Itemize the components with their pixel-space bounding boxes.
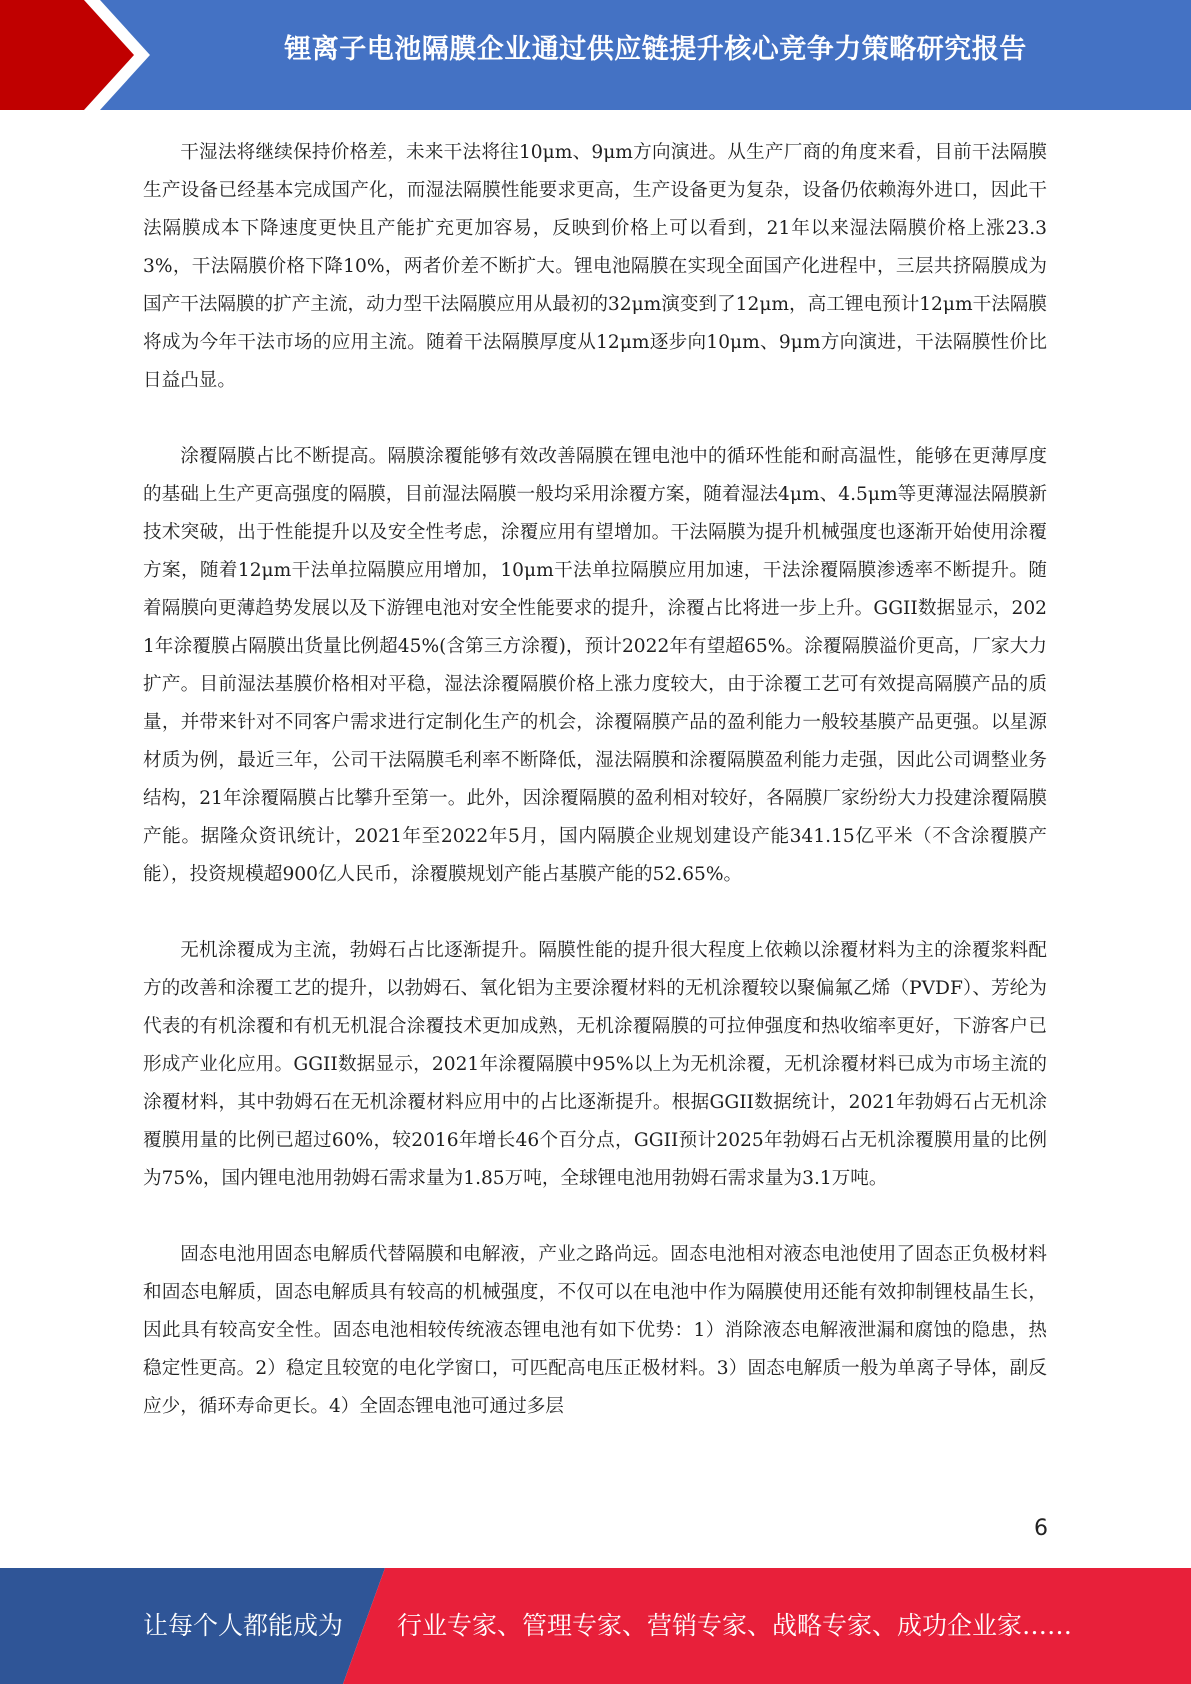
paragraph-dry-wet-price-gap: 干湿法将继续保持价格差，未来干法将往10μm、9μm方向演进。从生产厂商的角度来看，目前干法隔膜生产设备已经基本完成国产化，而湿法隔膜性能要求更高，生产设备更为复杂，设备仍依赖海外进口，因此干法隔膜成本下降速度更快且产能扩充更加容易，反映到价格上可以看到，21年以来湿法隔膜价格上涨23.33%，干法隔膜价格下降10%，两者价差不断扩大。锂电池隔膜在实现全面国产化进程中，三层共挤隔膜成为国产干法隔膜的扩产主流，动力型干法隔膜应用从最初的32μm演变到了12μm，高工锂电预计12μm干法隔膜将成为今年干法市场的应用主流。随着干法隔膜厚度从12μm逐步向10μm、9μm方向演进，干法隔膜性价比日益凸显。 [143,142,1047,391]
page-footer [0,1568,1191,1684]
paragraph-inorganic-coating-boehmite: 无机涂覆成为主流，勃姆石占比逐渐提升。隔膜性能的提升很大程度上依赖以涂覆材料为主的涂覆浆料配方的改善和涂覆工艺的提升，以勃姆石、氧化铝为主要涂覆材料的无机涂覆较以聚偏氟乙烯（PVDF）、芳纶为代表的有机涂覆和有机无机混合涂覆技术更加成熟，无机涂覆隔膜的可拉伸强度和热收缩率更好，下游客户已形成产业化应用。GGII数据显示，2021年涂覆隔膜中95%以上为无机涂覆，无机涂覆材料已成为市场主流的涂覆材料，其中勃姆石在无机涂覆材料应用中的占比逐渐提升。根据GGII数据统计，2021年勃姆石占无机涂覆膜用量的比例已超过60%，较2016年增长46个百分点，GGII预计2025年勃姆石占无机涂覆膜用量的比例为75%，国内锂电池用勃姆石需求量为1.85万吨，全球锂电池用勃姆石需求量为3.1万吨。 [143,940,1047,1189]
page-number: 6 [1034,1516,1048,1541]
header-chevron-decoration [0,0,160,110]
report-title: 锂离子电池隔膜企业通过供应链提升核心竞争力策略研究报告 [284,34,1027,65]
paragraph-solid-state-battery: 固态电池用固态电解质代替隔膜和电解液，产业之路尚远。固态电池相对液态电池使用了固态正负极材料和固态电解质，固态电解质具有较高的机械强度，不仅可以在电池中作为隔膜使用还能有效抑制锂枝晶生长，因此具有较高安全性。固态电池相较传统液态锂电池有如下优势：1）消除液态电解液泄漏和腐蚀的隐患，热稳定性更高。2）稳定且较宽的电化学窗口，可匹配高电压正极材料。3）固态电解质一般为单离子导体，副反应少，循环寿命更长。4）全固态锂电池可通过多层 [143,1244,1047,1417]
paragraph-coated-separator-share: 涂覆隔膜占比不断提高。隔膜涂覆能够有效改善隔膜在锂电池中的循环性能和耐高温性，能够在更薄厚度的基础上生产更高强度的隔膜，目前湿法隔膜一般均采用涂覆方案，随着湿法4μm、4.5μm等更薄湿法隔膜新技术突破，出于性能提升以及安全性考虑，涂覆应用有望增加。干法隔膜为提升机械强度也逐渐开始使用涂覆方案，随着12μm干法单拉隔膜应用增加，10μm干法单拉隔膜应用加速，干法涂覆隔膜渗透率不断提升。随着隔膜向更薄趋势发展以及下游锂电池对安全性能要求的提升，涂覆占比将进一步上升。GGII数据显示，2021年涂覆膜占隔膜出货量比例超45%(含第三方涂覆)，预计2022年有望超65%。涂覆隔膜溢价更高，厂家大力扩产。目前湿法基膜价格相对平稳，湿法涂覆隔膜价格上涨力度较大，由于涂覆工艺可有效提高隔膜产品的质量，并带来针对不同客户需求进行定制化生产的机会，涂覆隔膜产品的盈利能力一般较基膜产品更强。以星源材质为例，最近三年，公司干法隔膜毛利率不断降低，湿法隔膜和涂覆隔膜盈利能力走强，因此公司调整业务结构，21年涂覆隔膜占比攀升至第一。此外，因涂覆隔膜的盈利相对较好，各隔膜厂家纷纷大力投建涂覆隔膜产能。据隆众资讯统计，2021年至2022年5月，国内隔膜企业规划建设产能341.15亿平米（不含涂覆膜产能），投资规模超900亿人民币，涂覆膜规划产能占基膜产能的52.65%。 [143,446,1047,885]
report-body [143,134,1047,1464]
footer-slogan-right: 行业专家、管理专家、营销专家、战略专家、成功企业家…… [397,1611,1073,1640]
footer-slogan-left: 让每个人都能成为 [143,1611,344,1640]
page-header [0,0,1191,110]
